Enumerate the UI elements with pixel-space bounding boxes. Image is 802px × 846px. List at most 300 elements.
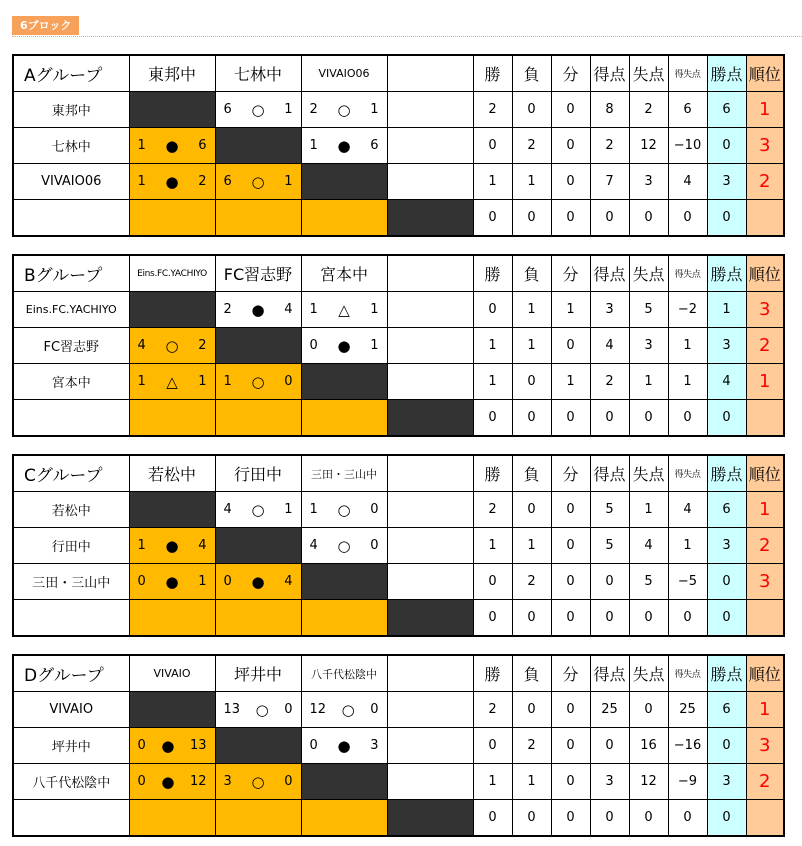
points-cell: 0 [707, 400, 746, 437]
empty-cell [387, 292, 473, 328]
team-row [13, 600, 784, 637]
stat-cell: 0 [551, 600, 590, 637]
group-table [12, 254, 785, 437]
stat-cell: 0 [590, 800, 629, 837]
column-team-name: 宮本中 [301, 255, 387, 292]
block-label: 6ブロック [12, 16, 79, 35]
score-against: 0 [370, 702, 379, 717]
empty-cell [129, 200, 215, 237]
stat-cell: 6 [668, 92, 707, 128]
stat-header: 負 [512, 455, 551, 492]
stat-cell: 1 [668, 364, 707, 400]
stat-cell: 0 [512, 364, 551, 400]
score-for: 4 [309, 538, 318, 553]
points-cell: 0 [707, 128, 746, 164]
stat-cell: 0 [473, 800, 512, 837]
group-header-row [13, 55, 784, 92]
score-for: 3 [223, 774, 232, 789]
stat-cell: 4 [668, 492, 707, 528]
column-team-name: 八千代松陰中 [301, 655, 387, 692]
stat-cell: 1 [512, 764, 551, 800]
column-team-name: 三田・三山中 [301, 455, 387, 492]
stat-cell: −9 [668, 764, 707, 800]
rank-cell: 2 [746, 164, 784, 200]
score-against: 0 [284, 774, 293, 789]
score-for: 6 [223, 102, 232, 117]
self-cell [301, 364, 387, 400]
match-result [301, 528, 387, 564]
stat-cell: −10 [668, 128, 707, 164]
match-result [129, 564, 215, 600]
result-symbol: △ [338, 300, 350, 319]
self-cell [387, 200, 473, 237]
stat-cell: 12 [629, 128, 668, 164]
stat-header: 失点 [629, 55, 668, 92]
score-against: 2 [198, 338, 207, 353]
stat-header: 得点 [590, 55, 629, 92]
stat-header: 順位 [746, 55, 784, 92]
stat-cell: −2 [668, 292, 707, 328]
result-symbol: ○ [337, 100, 351, 119]
match-result [301, 728, 387, 764]
points-cell: 6 [707, 492, 746, 528]
rank-cell: 3 [746, 564, 784, 600]
stat-header: 分 [551, 455, 590, 492]
self-cell [387, 400, 473, 437]
column-team-name: FC習志野 [215, 255, 301, 292]
self-cell [129, 92, 215, 128]
empty-cell [387, 128, 473, 164]
match-result [129, 128, 215, 164]
self-cell [301, 164, 387, 200]
score-for: 1 [137, 174, 146, 189]
team-row [13, 528, 784, 564]
score-against: 1 [284, 502, 293, 517]
row-team-name: FC習志野 [13, 328, 129, 364]
stat-cell: 0 [551, 92, 590, 128]
stat-cell: 0 [512, 200, 551, 237]
stat-cell: 5 [629, 564, 668, 600]
points-cell: 3 [707, 164, 746, 200]
stat-cell: 0 [668, 600, 707, 637]
stat-cell: 4 [668, 164, 707, 200]
result-symbol: △ [166, 372, 178, 391]
column-team-name: Eins.FC.YACHIYO [129, 255, 215, 292]
rank-cell: 1 [746, 492, 784, 528]
self-cell [215, 728, 301, 764]
stat-cell: 0 [668, 800, 707, 837]
rank-cell [746, 200, 784, 237]
stat-cell: 1 [668, 328, 707, 364]
rank-cell [746, 400, 784, 437]
score-for: 0 [309, 338, 318, 353]
match-result [129, 764, 215, 800]
stat-cell: 2 [590, 364, 629, 400]
stat-cell: 5 [629, 292, 668, 328]
team-row [13, 328, 784, 364]
points-cell: 6 [707, 92, 746, 128]
stat-cell: 0 [512, 400, 551, 437]
score-against: 13 [189, 738, 207, 753]
stat-header: 失点 [629, 455, 668, 492]
stat-header: 勝点 [707, 55, 746, 92]
column-team-name: 七林中 [215, 55, 301, 92]
result-symbol: ○ [337, 536, 351, 555]
empty-cell [387, 164, 473, 200]
row-team-name: VIVAIO06 [13, 164, 129, 200]
result-symbol: ● [165, 536, 179, 555]
stat-header: 負 [512, 55, 551, 92]
stat-header: 分 [551, 55, 590, 92]
row-team-name: Eins.FC.YACHIYO [13, 292, 129, 328]
score-for: 4 [223, 502, 232, 517]
stat-cell: 0 [590, 200, 629, 237]
stat-cell: 0 [512, 600, 551, 637]
stat-cell: 0 [512, 92, 551, 128]
row-team-name [13, 200, 129, 237]
score-for: 1 [309, 138, 318, 153]
stat-cell: 2 [473, 692, 512, 728]
group-table [12, 654, 785, 837]
score-against: 1 [370, 338, 379, 353]
result-symbol: ○ [341, 700, 355, 719]
score-against: 0 [284, 702, 293, 717]
rank-cell: 1 [746, 92, 784, 128]
result-symbol: ○ [251, 372, 265, 391]
match-result [301, 128, 387, 164]
group-name: Dグループ [13, 655, 129, 692]
match-result [301, 492, 387, 528]
empty-cell [301, 800, 387, 837]
empty-cell [215, 600, 301, 637]
empty-cell [129, 600, 215, 637]
rank-cell: 2 [746, 764, 784, 800]
row-team-name: 東邦中 [13, 92, 129, 128]
stat-cell: 0 [551, 328, 590, 364]
stat-cell: 0 [590, 600, 629, 637]
stat-cell: 2 [512, 728, 551, 764]
score-for: 1 [309, 302, 318, 317]
stat-header: 得失点 [668, 655, 707, 692]
score-for: 1 [137, 138, 146, 153]
team-row [13, 492, 784, 528]
result-symbol: ● [161, 736, 175, 755]
group-header-row [13, 655, 784, 692]
stat-cell: 4 [590, 328, 629, 364]
team-row [13, 692, 784, 728]
stat-cell: 25 [668, 692, 707, 728]
score-against: 1 [284, 102, 293, 117]
stat-header: 得失点 [668, 255, 707, 292]
team-row [13, 728, 784, 764]
empty-cell [387, 564, 473, 600]
rank-cell: 2 [746, 528, 784, 564]
empty-cell [301, 600, 387, 637]
result-symbol: ● [165, 172, 179, 191]
score-against: 4 [284, 302, 293, 317]
stat-header: 得点 [590, 455, 629, 492]
match-result [215, 492, 301, 528]
score-for: 2 [309, 102, 318, 117]
score-for: 13 [223, 702, 241, 717]
score-for: 0 [309, 738, 318, 753]
stat-cell: 1 [551, 364, 590, 400]
stat-cell: 0 [551, 200, 590, 237]
stat-cell: 3 [590, 292, 629, 328]
score-against: 4 [198, 538, 207, 553]
row-team-name [13, 800, 129, 837]
column-team-name: VIVAIO [129, 655, 215, 692]
points-cell: 3 [707, 328, 746, 364]
stat-cell: 12 [629, 764, 668, 800]
result-symbol: ○ [165, 336, 179, 355]
match-result [129, 164, 215, 200]
column-team-name: 東邦中 [129, 55, 215, 92]
score-for: 2 [223, 302, 232, 317]
stat-cell: 2 [590, 128, 629, 164]
stat-cell: 7 [590, 164, 629, 200]
empty-cell [387, 764, 473, 800]
stat-cell: 4 [629, 528, 668, 564]
score-for: 0 [137, 574, 146, 589]
stat-cell: 3 [629, 164, 668, 200]
stat-header: 勝点 [707, 255, 746, 292]
stat-cell: 1 [551, 292, 590, 328]
score-against: 1 [370, 102, 379, 117]
self-cell [215, 528, 301, 564]
score-for: 4 [137, 338, 146, 353]
result-symbol: ● [251, 572, 265, 591]
score-for: 1 [223, 374, 232, 389]
stat-header: 順位 [746, 655, 784, 692]
stat-cell: −16 [668, 728, 707, 764]
empty-cell [129, 400, 215, 437]
stat-header: 勝 [473, 455, 512, 492]
row-team-name: 行田中 [13, 528, 129, 564]
stat-cell: 0 [473, 600, 512, 637]
result-symbol: ● [337, 136, 351, 155]
stat-header: 勝 [473, 655, 512, 692]
match-result [301, 292, 387, 328]
match-result [301, 92, 387, 128]
stat-cell: −5 [668, 564, 707, 600]
group-name: Bグループ [13, 255, 129, 292]
row-team-name: 七林中 [13, 128, 129, 164]
match-result [301, 328, 387, 364]
score-against: 1 [198, 374, 207, 389]
stat-cell: 2 [473, 492, 512, 528]
stat-header: 得点 [590, 655, 629, 692]
match-result [215, 92, 301, 128]
empty-cell [387, 692, 473, 728]
result-symbol: ○ [251, 772, 265, 791]
empty-cell [301, 200, 387, 237]
self-cell [129, 292, 215, 328]
score-for: 1 [137, 538, 146, 553]
score-against: 2 [198, 174, 207, 189]
stat-cell: 0 [590, 400, 629, 437]
rank-cell [746, 800, 784, 837]
stat-cell: 0 [551, 764, 590, 800]
stat-cell: 25 [590, 692, 629, 728]
points-cell: 6 [707, 692, 746, 728]
result-symbol: ○ [337, 500, 351, 519]
row-team-name: VIVAIO [13, 692, 129, 728]
match-result [129, 328, 215, 364]
team-row [13, 764, 784, 800]
stat-cell: 1 [668, 528, 707, 564]
match-result [215, 292, 301, 328]
stat-cell: 16 [629, 728, 668, 764]
stat-header: 負 [512, 255, 551, 292]
rank-cell: 2 [746, 328, 784, 364]
group-header-row [13, 255, 784, 292]
match-result [301, 692, 387, 728]
score-against: 3 [370, 738, 379, 753]
stat-cell: 0 [629, 692, 668, 728]
score-against: 1 [284, 174, 293, 189]
match-result [215, 692, 301, 728]
group-name: Aグループ [13, 55, 129, 92]
stat-header: 勝点 [707, 655, 746, 692]
stat-cell: 3 [629, 328, 668, 364]
stat-cell: 0 [551, 692, 590, 728]
row-team-name [13, 400, 129, 437]
row-team-name: 若松中 [13, 492, 129, 528]
stat-cell: 2 [473, 92, 512, 128]
empty-cell [129, 800, 215, 837]
stat-cell: 3 [590, 764, 629, 800]
row-team-name [13, 600, 129, 637]
empty-cell [215, 800, 301, 837]
stat-cell: 1 [512, 328, 551, 364]
match-result [215, 164, 301, 200]
group-table [12, 54, 785, 237]
stat-cell: 2 [629, 92, 668, 128]
stat-cell: 0 [629, 400, 668, 437]
team-row [13, 292, 784, 328]
stat-cell: 0 [668, 200, 707, 237]
score-for: 1 [309, 502, 318, 517]
team-row [13, 128, 784, 164]
stat-cell: 2 [512, 564, 551, 600]
score-against: 0 [284, 374, 293, 389]
stat-cell: 0 [551, 164, 590, 200]
row-team-name: 三田・三山中 [13, 564, 129, 600]
stat-cell: 0 [512, 492, 551, 528]
points-cell: 0 [707, 600, 746, 637]
points-cell: 3 [707, 528, 746, 564]
team-row [13, 564, 784, 600]
stat-cell: 0 [473, 728, 512, 764]
stat-cell: 0 [629, 200, 668, 237]
stat-cell: 0 [629, 600, 668, 637]
score-for: 0 [223, 574, 232, 589]
self-cell [301, 564, 387, 600]
stat-cell: 0 [473, 564, 512, 600]
stat-cell: 8 [590, 92, 629, 128]
stat-cell: 0 [551, 728, 590, 764]
group-name: Cグループ [13, 455, 129, 492]
group-table [12, 454, 785, 637]
self-cell [215, 328, 301, 364]
empty-cell [387, 364, 473, 400]
score-against: 6 [370, 138, 379, 153]
stat-cell: 1 [512, 292, 551, 328]
stat-cell: 1 [473, 364, 512, 400]
empty-cell [387, 728, 473, 764]
stat-cell: 2 [512, 128, 551, 164]
points-cell: 3 [707, 764, 746, 800]
result-symbol: ● [161, 772, 175, 791]
row-team-name: 宮本中 [13, 364, 129, 400]
team-row [13, 164, 784, 200]
self-cell [129, 692, 215, 728]
empty-cell [387, 328, 473, 364]
stat-cell: 1 [512, 164, 551, 200]
result-symbol: ○ [251, 172, 265, 191]
stat-cell: 1 [629, 364, 668, 400]
result-symbol: ○ [251, 100, 265, 119]
points-cell: 4 [707, 364, 746, 400]
column-team-name [387, 655, 473, 692]
column-team-name [387, 255, 473, 292]
score-for: 0 [137, 774, 146, 789]
empty-cell [215, 400, 301, 437]
column-team-name: 若松中 [129, 455, 215, 492]
self-cell [129, 492, 215, 528]
self-cell [215, 128, 301, 164]
score-for: 12 [309, 702, 327, 717]
stat-cell: 0 [551, 564, 590, 600]
rank-cell: 1 [746, 364, 784, 400]
points-cell: 1 [707, 292, 746, 328]
team-row [13, 364, 784, 400]
stat-cell: 0 [512, 692, 551, 728]
stat-header: 失点 [629, 255, 668, 292]
team-row [13, 800, 784, 837]
result-symbol: ● [337, 736, 351, 755]
self-cell [387, 600, 473, 637]
result-symbol: ○ [251, 500, 265, 519]
score-against: 1 [370, 302, 379, 317]
stat-header: 得失点 [668, 455, 707, 492]
self-cell [387, 800, 473, 837]
column-team-name [387, 455, 473, 492]
score-against: 0 [370, 538, 379, 553]
stat-header: 順位 [746, 255, 784, 292]
stat-header: 勝 [473, 255, 512, 292]
match-result [129, 528, 215, 564]
stat-header: 得点 [590, 255, 629, 292]
score-for: 1 [137, 374, 146, 389]
stat-cell: 1 [512, 528, 551, 564]
column-team-name: VIVAIO06 [301, 55, 387, 92]
stat-cell: 0 [551, 528, 590, 564]
group-header-row [13, 455, 784, 492]
stat-cell: 0 [473, 200, 512, 237]
block-divider [12, 36, 802, 37]
rank-cell: 1 [746, 692, 784, 728]
stat-header: 失点 [629, 655, 668, 692]
score-against: 12 [189, 774, 207, 789]
team-row [13, 400, 784, 437]
empty-cell [387, 92, 473, 128]
stat-cell: 0 [551, 128, 590, 164]
stat-cell: 0 [551, 492, 590, 528]
stat-cell: 0 [629, 800, 668, 837]
row-team-name: 坪井中 [13, 728, 129, 764]
